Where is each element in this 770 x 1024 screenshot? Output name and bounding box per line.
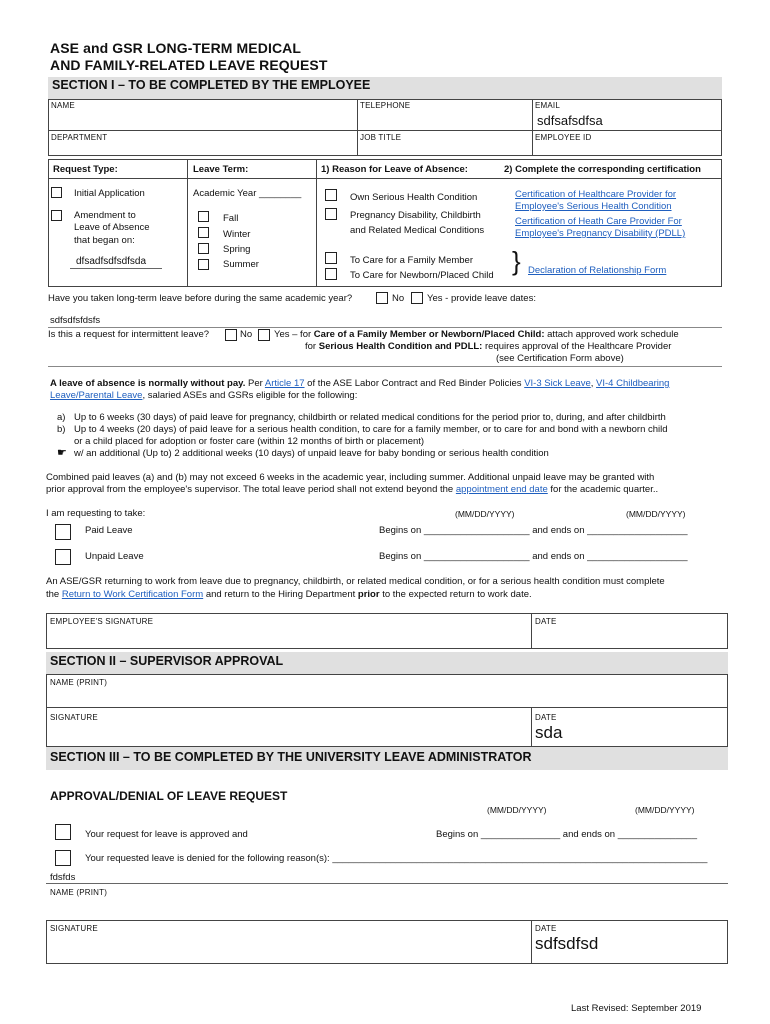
amendment-label-1: Amendment to [74, 210, 136, 221]
supervisor-box [46, 674, 728, 747]
pregnancy-checkbox[interactable] [325, 208, 337, 220]
yes-for-text: Yes – for [274, 329, 312, 340]
department-label: DEPARTMENT [51, 133, 108, 142]
serious-bold-text: Serious Health Condition and PDLL: [318, 341, 483, 352]
cert-heading: 2) Complete the corresponding certification [504, 164, 701, 175]
intermittent-yes-line [274, 329, 679, 340]
employee-id-label: EMPLOYEE ID [535, 133, 592, 142]
leave-term-heading: Leave Term: [193, 164, 249, 175]
spring-label: Spring [223, 244, 251, 255]
care-rest-text: attach approved work schedule [547, 329, 679, 340]
spring-checkbox[interactable] [198, 243, 209, 254]
email-label: EMAIL [535, 101, 561, 110]
summer-label: Summer [223, 259, 259, 270]
newborn-checkbox[interactable] [325, 268, 337, 280]
name-label: NAME [51, 101, 75, 110]
family-member-checkbox[interactable] [325, 252, 337, 264]
vi3-link[interactable]: VI-3 Sick Leave [524, 378, 591, 389]
pointer-icon: ☛ [57, 447, 67, 459]
same-year-no-label: No [392, 293, 405, 304]
employee-date-label: DATE [535, 617, 557, 626]
return-prior-text: prior [357, 589, 380, 600]
admin-date-label: DATE [535, 924, 557, 933]
amendment-date-field[interactable]: dfsadfsdfsdfsda [76, 256, 147, 267]
intermittent-no-checkbox[interactable] [225, 329, 237, 341]
denied-checkbox[interactable] [55, 850, 71, 866]
admin-date-field[interactable]: sdfsdfsd [535, 934, 599, 953]
denial-reason-field[interactable]: fdsfds [50, 872, 76, 883]
paid-leave-checkbox[interactable] [55, 524, 71, 540]
academic-year-field[interactable]: Academic Year ________ [193, 188, 302, 199]
policy-per-text: Per [247, 378, 263, 389]
return-line-1: An ASE/GSR returning to work from leave due to pregnancy, childbirth, or related medical condition, or for a serious health condition must complete [46, 576, 665, 587]
combined-text-a: prior approval from the employee's supervisor. The total leave period shall not extend beyond the [46, 484, 454, 495]
reason-heading: 1) Reason for Leave of Absence: [321, 164, 468, 175]
same-year-yes-label: Yes - provide leave dates: [427, 293, 536, 304]
intermittent-yes-checkbox[interactable] [258, 329, 270, 341]
section2-header: SECTION II – SUPERVISOR APPROVAL [46, 652, 728, 674]
section3-header: SECTION III – TO BE COMPLETED BY THE UNIVERSITY LEAVE ADMINISTRATOR [46, 747, 728, 770]
return-to-work-link[interactable]: Return to Work Certification Form [61, 589, 204, 600]
form-title-line1: ASE and GSR LONG-TERM MEDICAL [50, 40, 302, 56]
for-word-text: for [305, 341, 317, 352]
intermittent-question: Is this a request for intermittent leave? [48, 329, 210, 340]
form-title-line2: AND FAMILY-RELATED LEAVE REQUEST [50, 57, 328, 73]
employee-signature-label: EMPLOYEE'S SIGNATURE [50, 617, 154, 626]
policy-line-2 [50, 390, 357, 401]
item-a-text: Up to 6 weeks (30 days) of paid leave for pregnancy, childbirth or related medical conditions for the period prior to, during, and after childbirth [74, 412, 666, 423]
supervisor-date-label: DATE [535, 713, 557, 722]
article-17-link[interactable]: Article 17 [264, 378, 305, 389]
item-c-text: w/ an additional (Up to) 2 additional weeks (10 days) of unpaid leave for baby bonding or serious health condition [74, 448, 549, 459]
unpaid-leave-label: Unpaid Leave [85, 551, 144, 562]
family-member-label: To Care for a Family Member [350, 255, 474, 266]
policy-line-1 [50, 378, 669, 389]
own-health-label: Own Serious Health Condition [350, 192, 478, 203]
supervisor-date-field[interactable]: sda [535, 723, 563, 742]
combined-line-2 [46, 484, 658, 495]
return-line-2 [46, 589, 532, 600]
cert-preg-link-2[interactable]: Employee's Pregnancy Disability (PDLL) [515, 228, 686, 239]
paid-leave-dates[interactable]: Begins on ____________________ and ends on ___________________ [379, 525, 688, 536]
intermittent-no-label: No [240, 329, 253, 340]
item-b-text-2: or a child placed for adoption or foster care (within 12 months of birth or placement) [74, 436, 425, 447]
approved-checkbox[interactable] [55, 824, 71, 840]
same-year-no-checkbox[interactable] [376, 292, 388, 304]
unpaid-leave-dates[interactable]: Begins on ____________________ and ends on ___________________ [379, 551, 688, 562]
job-title-label: JOB TITLE [360, 133, 402, 142]
vi4-link-cont[interactable]: Leave/Parental Leave [50, 390, 143, 401]
intermittent-serious-line [305, 341, 671, 352]
pregnancy-label-2: and Related Medical Conditions [350, 225, 485, 236]
approval-heading: APPROVAL/DENIAL OF LEAVE REQUEST [50, 789, 288, 803]
requesting-label: I am requesting to take: [46, 508, 146, 519]
policy-middle-text: of the ASE Labor Contract and Red Binder Policies [307, 378, 522, 389]
date-format-2: (MM/DD/YYYY) [626, 509, 686, 519]
winter-label: Winter [223, 229, 251, 240]
return-middle-text: and return to the Hiring Department [205, 589, 356, 600]
s3-date-format-1: (MM/DD/YYYY) [487, 805, 547, 815]
declaration-link[interactable]: Declaration of Relationship Form [528, 265, 667, 276]
cert-preg-link-1[interactable]: Certification of Heath Care Provider For [515, 216, 682, 227]
cert-own-link-1[interactable]: Certification of Healthcare Provider for [515, 189, 677, 200]
unpaid-leave-checkbox[interactable] [55, 549, 71, 565]
care-bold-text: Care of a Family Member or Newborn/Placed Child: [313, 329, 545, 340]
summer-checkbox[interactable] [198, 259, 209, 270]
combined-line-1: Combined paid leaves (a) and (b) may not exceed 6 weeks in the academic year, including summer. Additional unpaid leave may be granted with [46, 472, 655, 483]
email-field[interactable]: sdfsafsdfsa [537, 113, 603, 128]
admin-name-label: NAME (PRINT) [50, 888, 108, 897]
brace-icon: } [512, 246, 521, 276]
same-year-question: Have you taken long-term leave before during the same academic year? [48, 293, 353, 304]
admin-signature-label: SIGNATURE [50, 924, 98, 933]
serious-rest-text: requires approval of the Healthcare Provider [485, 341, 672, 352]
date-format-1: (MM/DD/YYYY) [455, 509, 515, 519]
supervisor-signature-label: SIGNATURE [50, 713, 98, 722]
policy-comma: , [590, 378, 594, 389]
see-cert-text: (see Certification Form above) [496, 353, 624, 364]
leave-dates-field[interactable]: sdfsdfsfdsfs [50, 315, 101, 326]
paid-leave-label: Paid Leave [85, 525, 133, 536]
amendment-label-3: that began on: [74, 235, 135, 246]
combined-text-b: for the academic quarter.. [550, 484, 659, 495]
policy-bold-text: A leave of absence is normally without pay. [50, 378, 246, 389]
policy-eligible-text: , salaried ASEs and GSRs eligible for the following: [142, 390, 358, 401]
denied-label: Your requested leave is denied for the following reason(s): _______________________________________________________________________ [85, 853, 708, 864]
last-revised: Last Revised: September 2019 [571, 1003, 702, 1014]
winter-checkbox[interactable] [198, 227, 209, 238]
fall-label: Fall [223, 213, 239, 224]
own-health-checkbox[interactable] [325, 189, 337, 201]
item-a-marker: a) [57, 412, 66, 423]
pregnancy-label-1: Pregnancy Disability, Childbirth [350, 210, 481, 221]
vi4-link[interactable]: VI-4 Childbearing [596, 378, 670, 389]
return-the-text: the [46, 589, 60, 600]
section1-header: SECTION I – TO BE COMPLETED BY THE EMPLOYEE [48, 77, 722, 99]
item-b-text-1: Up to 4 weeks (20 days) of paid leave for a serious health condition, to care for a family member, or to care for and bond with a newborn child [74, 424, 668, 435]
same-year-yes-checkbox[interactable] [411, 292, 423, 304]
fall-checkbox[interactable] [198, 211, 209, 222]
newborn-label: To Care for Newborn/Placed Child [350, 270, 494, 281]
initial-application-checkbox[interactable] [51, 187, 62, 198]
return-end-text: to the expected return to work date. [382, 589, 532, 600]
amendment-checkbox[interactable] [51, 210, 62, 221]
admin-signature-box [46, 920, 728, 964]
approved-dates[interactable]: Begins on _______________ and ends on _______________ [436, 829, 697, 840]
request-type-heading: Request Type: [53, 164, 118, 175]
amendment-label-2: Leave of Absence [74, 222, 150, 233]
appointment-end-date-link[interactable]: appointment end date [455, 484, 548, 495]
item-b-marker: b) [57, 424, 66, 435]
cert-own-link-2[interactable]: Employee's Serious Health Condition [515, 201, 672, 212]
supervisor-name-label: NAME (PRINT) [50, 678, 108, 687]
telephone-label: TELEPHONE [360, 101, 411, 110]
approved-label: Your request for leave is approved and [85, 829, 248, 840]
initial-application-label: Initial Application [74, 188, 145, 199]
s3-date-format-2: (MM/DD/YYYY) [635, 805, 695, 815]
